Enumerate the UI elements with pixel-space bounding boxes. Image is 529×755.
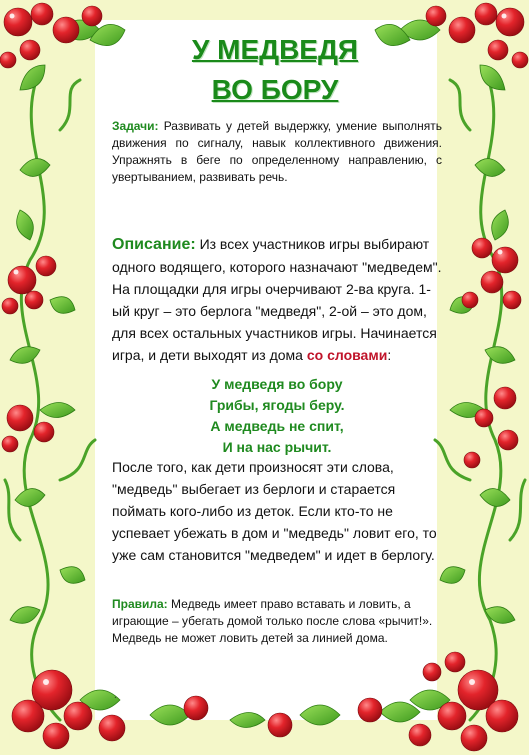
- footer-mark: .: [114, 690, 117, 701]
- poem-line: У медведя во бору: [211, 376, 343, 392]
- poem-line: А медведь не спит,: [210, 418, 344, 434]
- rules-label: Правила:: [112, 597, 168, 611]
- description-text: Из всех участников игры выбирают одного водящего, которого назначают "медведем". На площадки для игры очерчивают 2-ва круга. 1-ый круг – это берлога "медведя", 2-ой – это дом, для всех остальных участников игры. Начинается игра, и дети выходят из дома: [112, 236, 442, 363]
- description-colon: :: [387, 347, 392, 363]
- description-label: Описание:: [112, 236, 196, 253]
- rules-text: Медведь имеет право вставать и ловить, а играющие – убегать домой только после слова «рычит!».: [112, 597, 433, 628]
- rules-line-2: Медведь не может ловить детей за линией дома.: [112, 631, 388, 645]
- tasks-label: Задачи:: [112, 119, 159, 133]
- description-highlight: со словами: [306, 347, 388, 363]
- rules-paragraph: [112, 596, 442, 647]
- page-title-line-1: У МЕДВЕДЯ: [191, 34, 359, 65]
- tasks-text: Развивать у детей выдержку, умение выполнять движения по сигналу, навык коллективного движения. Упражнять в беге по определенному направлению, с увертыванием, развивать речь.: [112, 119, 443, 184]
- after-poem-paragraph: После того, как дети произносят эти слова, "медведь" выбегает из берлоги и старается поймать кого-либо из деток. Если кто-то не успевает убежать в дом и "медведь" ловит его, то уже сам становится "медведем" и идет в берлогу.: [112, 459, 437, 563]
- description-paragraph: [112, 233, 442, 366]
- poem-line: И на нас рычит.: [222, 439, 332, 455]
- poem-line: Грибы, ягоды беру.: [209, 397, 345, 413]
- tasks-paragraph: [112, 118, 442, 186]
- page-title-line-2: ВО БОРУ: [211, 74, 339, 105]
- poem: [112, 374, 442, 458]
